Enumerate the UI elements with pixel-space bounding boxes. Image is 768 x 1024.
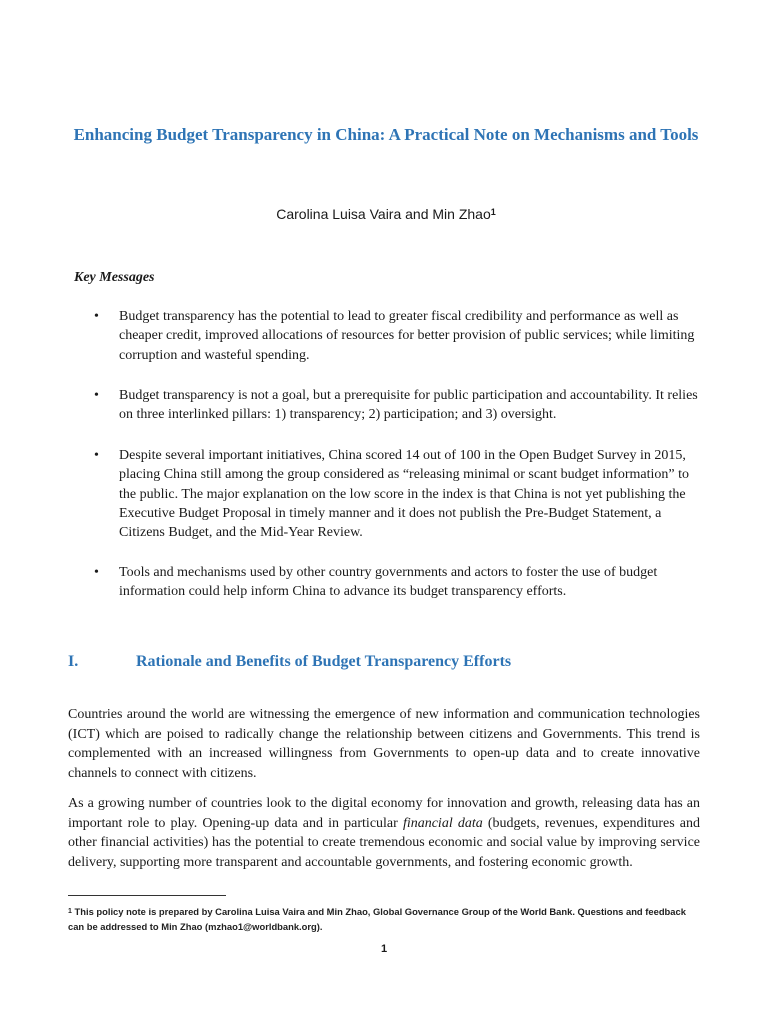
paragraph-text-before: As a growing number of countries look to the digital economy for innovation and growth, releasing data has an important role to play. Opening-up data and in particular <box>68 796 700 831</box>
key-message-text: Despite several important initiatives, China scored 14 out of 100 in the Open Budget Survey in 2015, placing China still among the group considered as “releasing minimal or scant budget information” to the public. The major explanation on the low score in the index is that China is not yet publishing the Executive Budget Proposal in timely manner and it does not publish the Pre-Budget Statement, a Citizens Budget, and the Mid-Year Review. <box>119 448 689 541</box>
footnote-mark: 1 <box>68 908 72 915</box>
paragraph-emphasis: financial data <box>402 815 483 831</box>
body-paragraph-2 <box>68 794 700 872</box>
bullet-icon: • <box>94 565 99 580</box>
key-messages-heading: Key Messages <box>74 270 155 285</box>
body-paragraph-1: Countries around the world are witnessing the emergence of new information and communication technologies (ICT) which are poised to radically change the relationship between citizens and Governments. This trend is complemented with an increased willingness from Governments to open-up data and to create innovative channels to connect with citizens. <box>68 707 700 781</box>
authors-names: Carolina Luisa Vaira and Min Zhao <box>276 206 491 222</box>
section-number: I. <box>68 653 79 670</box>
footnote <box>68 904 702 934</box>
bullet-icon: • <box>94 309 99 324</box>
key-message-text: Tools and mechanisms used by other country governments and actors to foster the use of budget information could help inform China to advance its budget transparency efforts. <box>119 565 658 600</box>
footnote-text: This policy note is prepared by Carolina Luisa Vaira and Min Zhao, Global Governance Group of the World Bank. Questions and feedback can be addressed to Min Zhao (mzhao1@worldbank.org). <box>68 906 686 932</box>
section-title: Rationale and Benefits of Budget Transparency Efforts <box>136 653 512 670</box>
paragraph-text-after: (budgets, revenues, expenditures and other financial activities) has the potential to create tremendous economic and social value by improving service delivery, supporting more transparent and accountable governments, and fostering economic growth. <box>68 815 701 870</box>
bullet-icon: • <box>94 388 99 403</box>
bullet-icon: • <box>94 448 99 463</box>
page-number: 1 <box>380 943 388 955</box>
key-message-text: Budget transparency is not a goal, but a prerequisite for public participation and accountability. It relies on three interlinked pillars: 1) transparency; 2) participation; and 3) oversight. <box>119 388 698 423</box>
authors-footnote-mark[interactable]: 1 <box>490 207 496 217</box>
key-message-text: Budget transparency has the potential to lead to greater fiscal credibility and performance as well as cheaper credit, improved allocations of resources for better provision of public services; while limiting corruption and wasteful spending. <box>119 309 695 363</box>
authors-line <box>70 205 702 223</box>
footnote-separator <box>68 895 226 896</box>
document-title: Enhancing Budget Transparency in China: A Practical Note on Mechanisms and Tools <box>73 125 699 144</box>
